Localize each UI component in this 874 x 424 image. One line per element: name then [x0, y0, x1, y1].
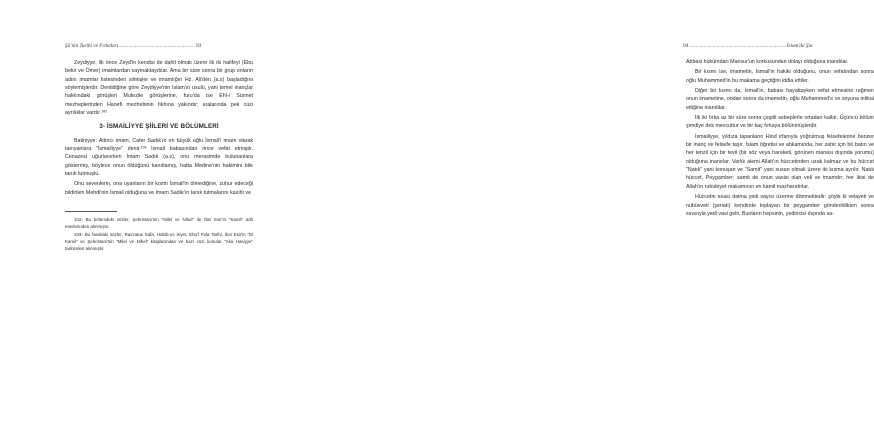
paragraph: Abbasi hükümdarı Mansur'un korkusundan dolayı olduğuna inandılar. — [686, 59, 849, 65]
paragraph: İlk iki fırka az bir süre sonra çeşitli sebeplerle ortadan kalktı. Üçüncü bölüm şimdiye dek mevcuttur ve bir kaç fırkaya bölünmüşlerdir. — [686, 115, 874, 130]
paragraph: Bir kısmı ise, imametin, İsmail'in hakiki olduğunu, onun vefatından sonra oğlu Muhammed'in bu makama geçtiğini iddia ettiler. — [686, 69, 874, 84]
right-page-body — [686, 58, 874, 218]
paragraph: Onu sevenlerin, ona uyanların bir kısmı İsmail'in ölmediğine, zuhur edeceği bildirilen Mehdi'nin İsmail olduğuna ve İmam Sadık'ın tanık tutmalarını kasıtlı ve — [65, 181, 253, 196]
left-page-body — [65, 59, 253, 253]
running-header-left: Şii'nin Tarihi ve Fırkaları .......................................................... 93 — [65, 43, 202, 49]
paragraph: İsmailiyye, yıldıza tapanların Hind irfanıyla yoğrulmuş felsefelerine benzer bir inanç ve felsefe taşır. İslam öğretisi ve ahkamında, her zahir için bir batın ve her tenzil için bir tevil (bir söz veya hareketi, görünen manası dışında yorumu) olduğuna inanırlar. Varlık alemi Allah'ın hüccetinden uzak kalmaz ve bu hüccet "Natık" yani konuşan ve "Samit" yani susan olmak üzere iki kısma ayrılır. Natık hüccet, Peygamber; samit de onun vasisi olan veli ve imamdır; her ikisi de Allah'ın rububiyet makamının en kamil mazharıdırlar. — [686, 133, 874, 190]
paragraph: Diğer bir kısmı da, İsmail'in, babası hayattayken vefat etmesine rağmen onun imametine, ondan sonra da imametin, oğlu Muhammed'e ve soyuna intikal ettiğine inandılar. — [686, 88, 874, 111]
footnote: 102- Bu bölümdeki sözler, Şehristani'nin "Milel ve Nihel" ile İbni Esir'in "Kamil" adlı eserlerinden alınmıştır. — [65, 217, 253, 230]
right-page — [300, 0, 874, 424]
paragraph: Zeydiyye, ilk önce Zeyd'in kendisi de dahil olmak üzere ilk iki halifeyi (Ebu bekir ve Ömer) imamlardan saymaktaydılar. Ama bir süre sonra bir grup onların adını imamlar listesinden silmişler ve imamlığın Hz. Ali'den (a.s) başladığını söylemişlerdir. Denildiğine göre Zeydiyye'nin İslam'ın usulü, yani temel inançlar hakkındaki görüşleri Mutezile görüşlerine, furu'da ise Ehl-i Sünnet mezheplerinden Hanefi mezhebinin fıkhına yakındır; aralarında pek cüzi ayrılıklar vardır.¹⁰² — [65, 60, 253, 117]
left-page — [0, 0, 300, 424]
footnote: 103- Bu fasıldaki sözler, Ravzatus Safa, Habib-us Siyer, Ebu'l Fida Tarihi, İbni Esir'in "El Kamil" ve Şehristani'nin "Milel ve Nihel" kitaplarından ve bazı cüzi konular "Aka Hasiyye" tarihinden alınmıştır. — [65, 231, 253, 252]
footnote-divider — [65, 211, 117, 212]
section-heading: 3- İSMAİLİYYE ŞİİLERİ VE BÖLÜMLERİ — [99, 123, 219, 131]
paragraph: Hüccetin esası daima yedi sayısı üzerine dönmektedir: şöyle ki velayeti ve nübüvveti (şeriatı) kendinde toplayan bir peygamber gönderildikten sonra sırasıyla yedi vasi gelir. Bunların hepsinin, yedincisi dışında sa- — [686, 194, 874, 217]
paragraph: Batiniyye: Altıncı imam, Cafer Sadık'ın en büyük oğlu İsmail'i imam olarak tanıyanlara "İsmailiyye" denir.¹⁰³ İsmail babasından önce vefat etmiştir. Cenazesi uğurlanırken İmam Sadık (a.s), onu merasimde bulunanlara göstermiş, böylece onun öldüğünü kanıtlamış, hatta Medine'nin hakimini bile tanık tutmuştu. — [65, 137, 253, 178]
running-header-right: 94 .......................................................................... İslam'da Şia — [683, 43, 813, 49]
